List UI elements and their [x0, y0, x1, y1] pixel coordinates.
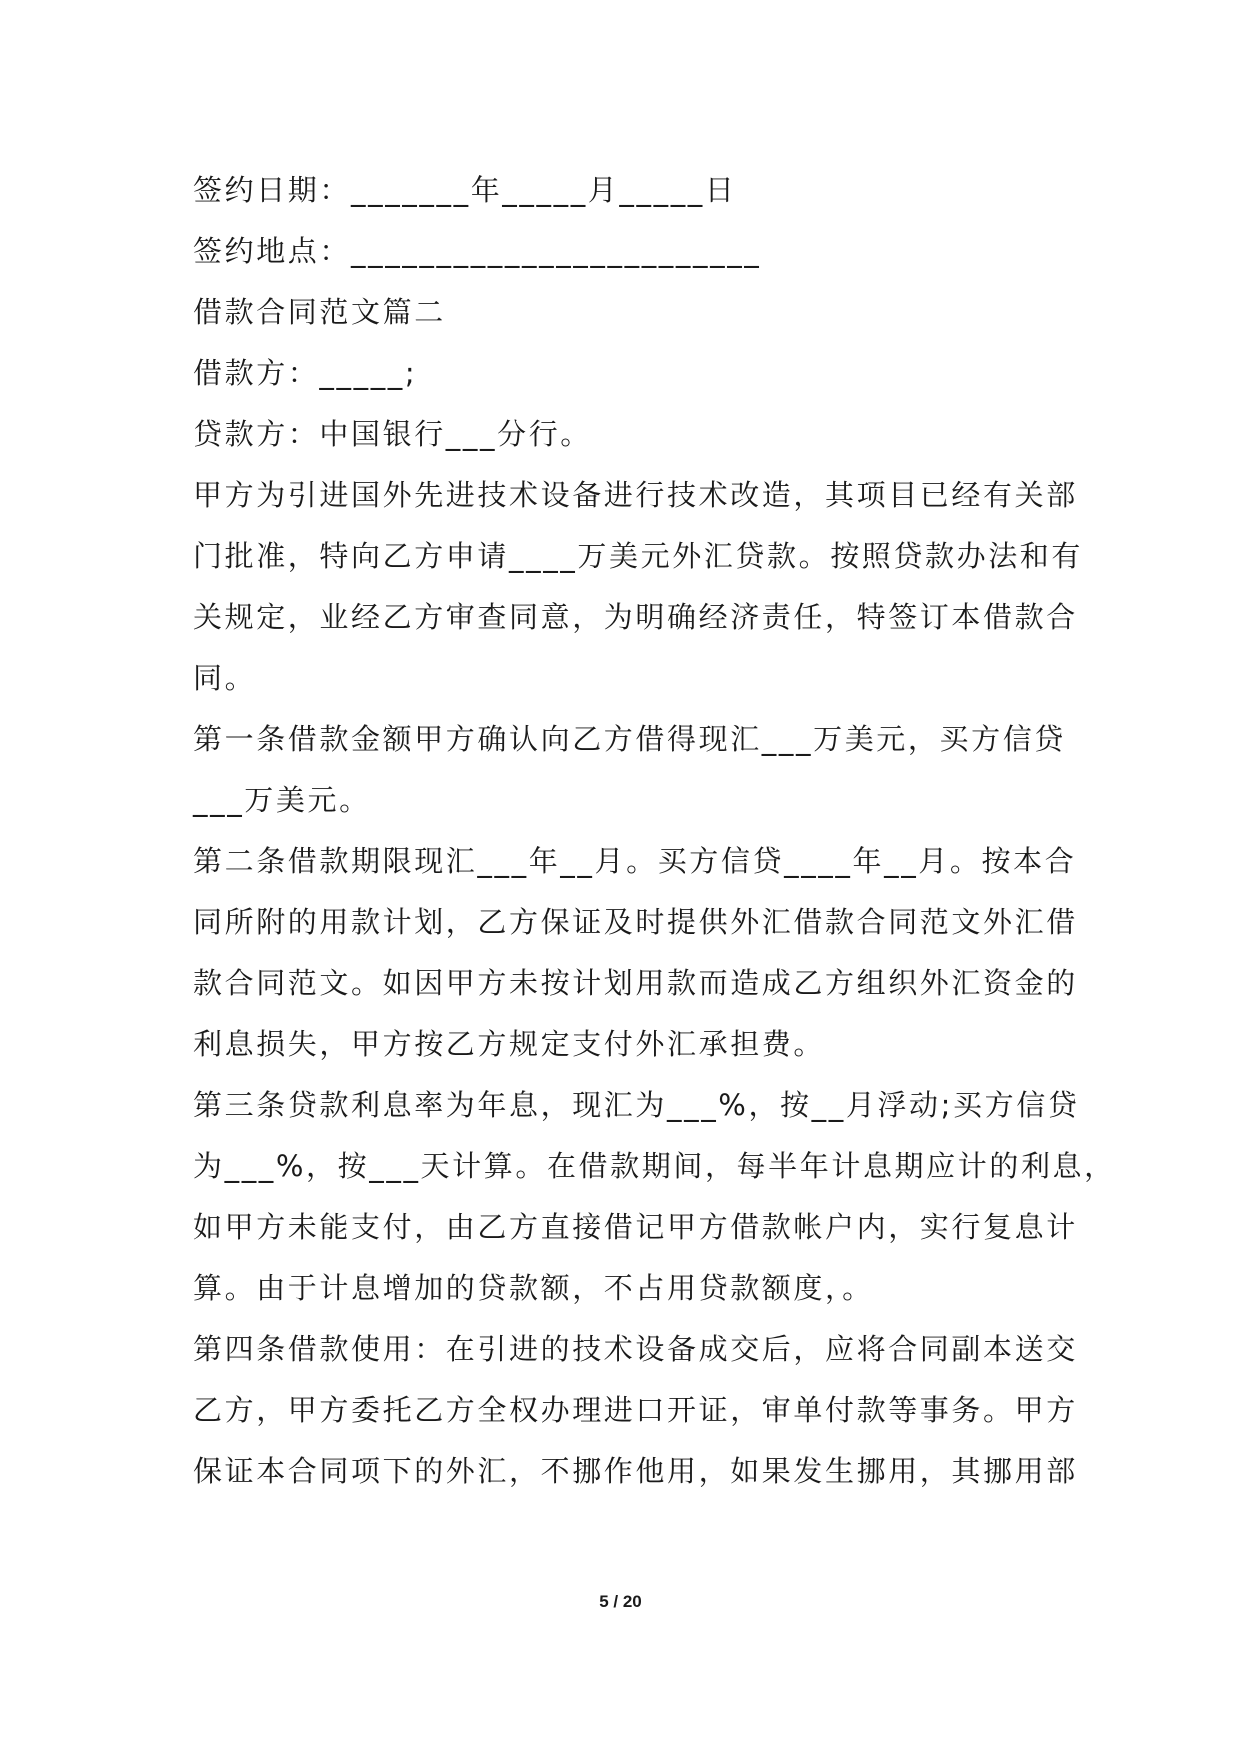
article-line: 同所附的用款计划，乙方保证及时提供外汇借款合同范文外汇借	[193, 905, 1078, 939]
article-line: 利息损失，甲方按乙方规定支付外汇承担费。	[193, 1027, 826, 1061]
paragraph-line: 门批准，特向乙方申请____万美元外汇贷款。按照贷款办法和有	[193, 539, 1084, 573]
article-line: 如甲方未能支付，由乙方直接借记甲方借款帐户内，实行复息计	[193, 1210, 1078, 1244]
article-line: 为___%，按___天计算。在借款期间，每半年计息期应计的利息，	[193, 1149, 1116, 1183]
section-heading: 借款合同范文篇二	[193, 295, 446, 329]
signing-date-line: 签约日期：_______年_____月_____日	[193, 173, 737, 207]
paragraph-line: 关规定，业经乙方审查同意，为明确经济责任，特签订本借款合	[193, 600, 1078, 634]
article-line: 算。由于计息增加的贷款额，不占用贷款额度，。	[193, 1271, 874, 1305]
article-line: ___万美元。	[193, 783, 371, 817]
document-body	[193, 160, 1116, 1502]
paragraph-line: 同。	[193, 661, 257, 695]
article-line: 保证本合同项下的外汇，不挪作他用，如果发生挪用，其挪用部	[193, 1454, 1078, 1488]
page-number: 5 / 20	[599, 1592, 642, 1611]
article-line: 第一条借款金额甲方确认向乙方借得现汇___万美元，买方信贷	[193, 722, 1066, 756]
paragraph-line: 甲方为引进国外先进技术设备进行技术改造，其项目已经有关部	[193, 478, 1078, 512]
lender-line: 贷款方：中国银行___分行。	[193, 417, 592, 451]
article-line: 第三条贷款利息率为年息，现汇为___%，按__月浮动;买方信贷	[193, 1088, 1080, 1122]
borrower-line: 借款方：_____;	[193, 356, 418, 390]
article-line: 款合同范文。如因甲方未按计划用款而造成乙方组织外汇资金的	[193, 966, 1078, 1000]
signing-place-line: 签约地点：________________________	[193, 234, 762, 268]
article-line: 第二条借款期限现汇___年__月。买方信贷____年__月。按本合	[193, 844, 1077, 878]
article-line: 乙方，甲方委托乙方全权办理进口开证，审单付款等事务。甲方	[193, 1393, 1078, 1427]
article-line: 第四条借款使用：在引进的技术设备成交后，应将合同副本送交	[193, 1332, 1078, 1366]
